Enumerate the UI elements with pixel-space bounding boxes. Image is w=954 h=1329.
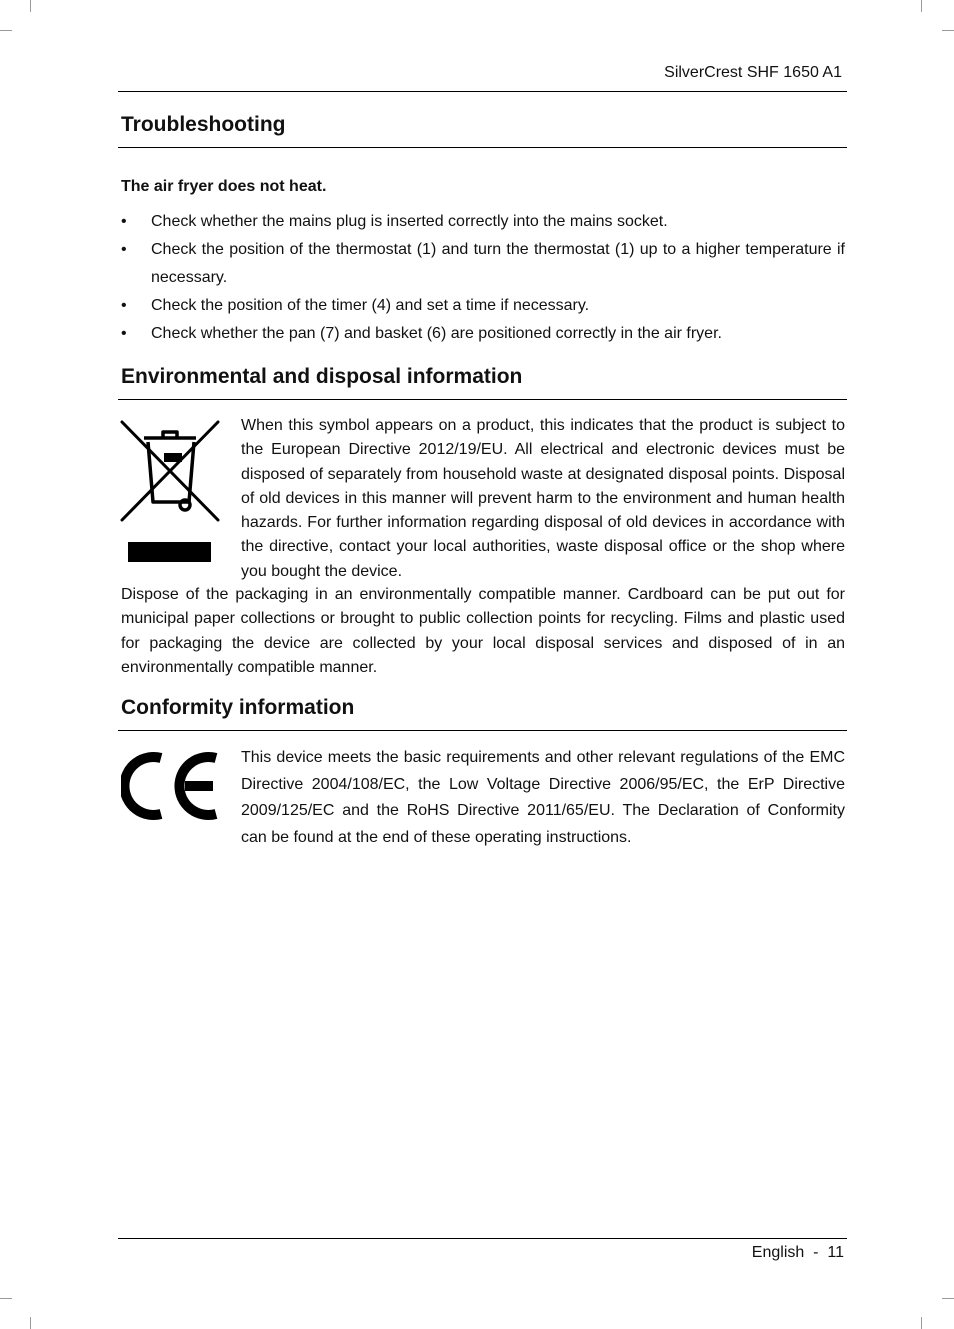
crop-mark [0,30,12,31]
bullet-icon: • [121,213,127,230]
bullet-icon: • [121,325,127,342]
bullet-icon: • [121,241,127,258]
crossed-out-wheelie-bin-icon [120,420,220,565]
running-header: SilverCrest SHF 1650 A1 [664,64,842,81]
list-item: • Check the position of the thermostat (1) and turn the thermostat (1) up to a higher temperature if necessary. [121,236,845,292]
header-rule [118,91,847,92]
footer-rule [118,1238,847,1239]
problem-subheading: The air fryer does not heat. [121,178,327,195]
weee-paragraph: When this symbol appears on a product, this indicates that the product is subject to the European Directive 2012/19/EU. All electrical and electronic devices must be disposed of separately from household waste at designated disposal points. Disposal of old devices in this manner will prevent harm to the environment and human health hazards. For further information regarding disposal of old devices in accordance with the directive, contact your local authorities, waste disposal office or the shop where you bought the device. [241,417,845,580]
conformity-paragraph: This device meets the basic requirements and other relevant regulations of the EMC Directive 2004/108/EC, the Low Voltage Directive 2006/95/EC, the ErP Directive 2009/125/EC and the RoHS Directive 2011/65/EU. The Declaration of Conformity can be found at the end of these operating instructions. [241,749,845,846]
crop-mark [942,30,954,31]
crop-mark [921,1317,922,1329]
troubleshooting-heading: Troubleshooting [121,113,286,136]
ce-mark-icon [121,750,221,822]
bullet-icon: • [121,297,127,314]
list-item: • Check the position of the timer (4) and set a time if necessary. [121,292,845,320]
section-rule [118,399,847,400]
environment-heading: Environmental and disposal information [121,365,523,388]
crop-mark [30,0,31,12]
list-item: • Check whether the pan (7) and basket (6) are positioned correctly in the air fryer. [121,320,845,348]
crop-mark [30,1317,31,1329]
troubleshooting-list [121,208,845,348]
conformity-heading: Conformity information [121,696,355,719]
section-rule [118,730,847,731]
crop-mark [921,0,922,12]
section-rule [118,147,847,148]
crop-mark [0,1298,12,1299]
packaging-paragraph: Dispose of the packaging in an environmentally compatible manner. Cardboard can be put out for municipal paper collections or brought to public collection points for recycling. Films and plastic used for packaging the device are collected by your local disposal services and disposed of in an environmentally compatible manner. [121,586,845,676]
crop-mark [942,1298,954,1299]
page-number: English - 11 [751,1244,844,1261]
list-item: • Check whether the mains plug is inserted correctly into the mains socket. [121,208,845,236]
